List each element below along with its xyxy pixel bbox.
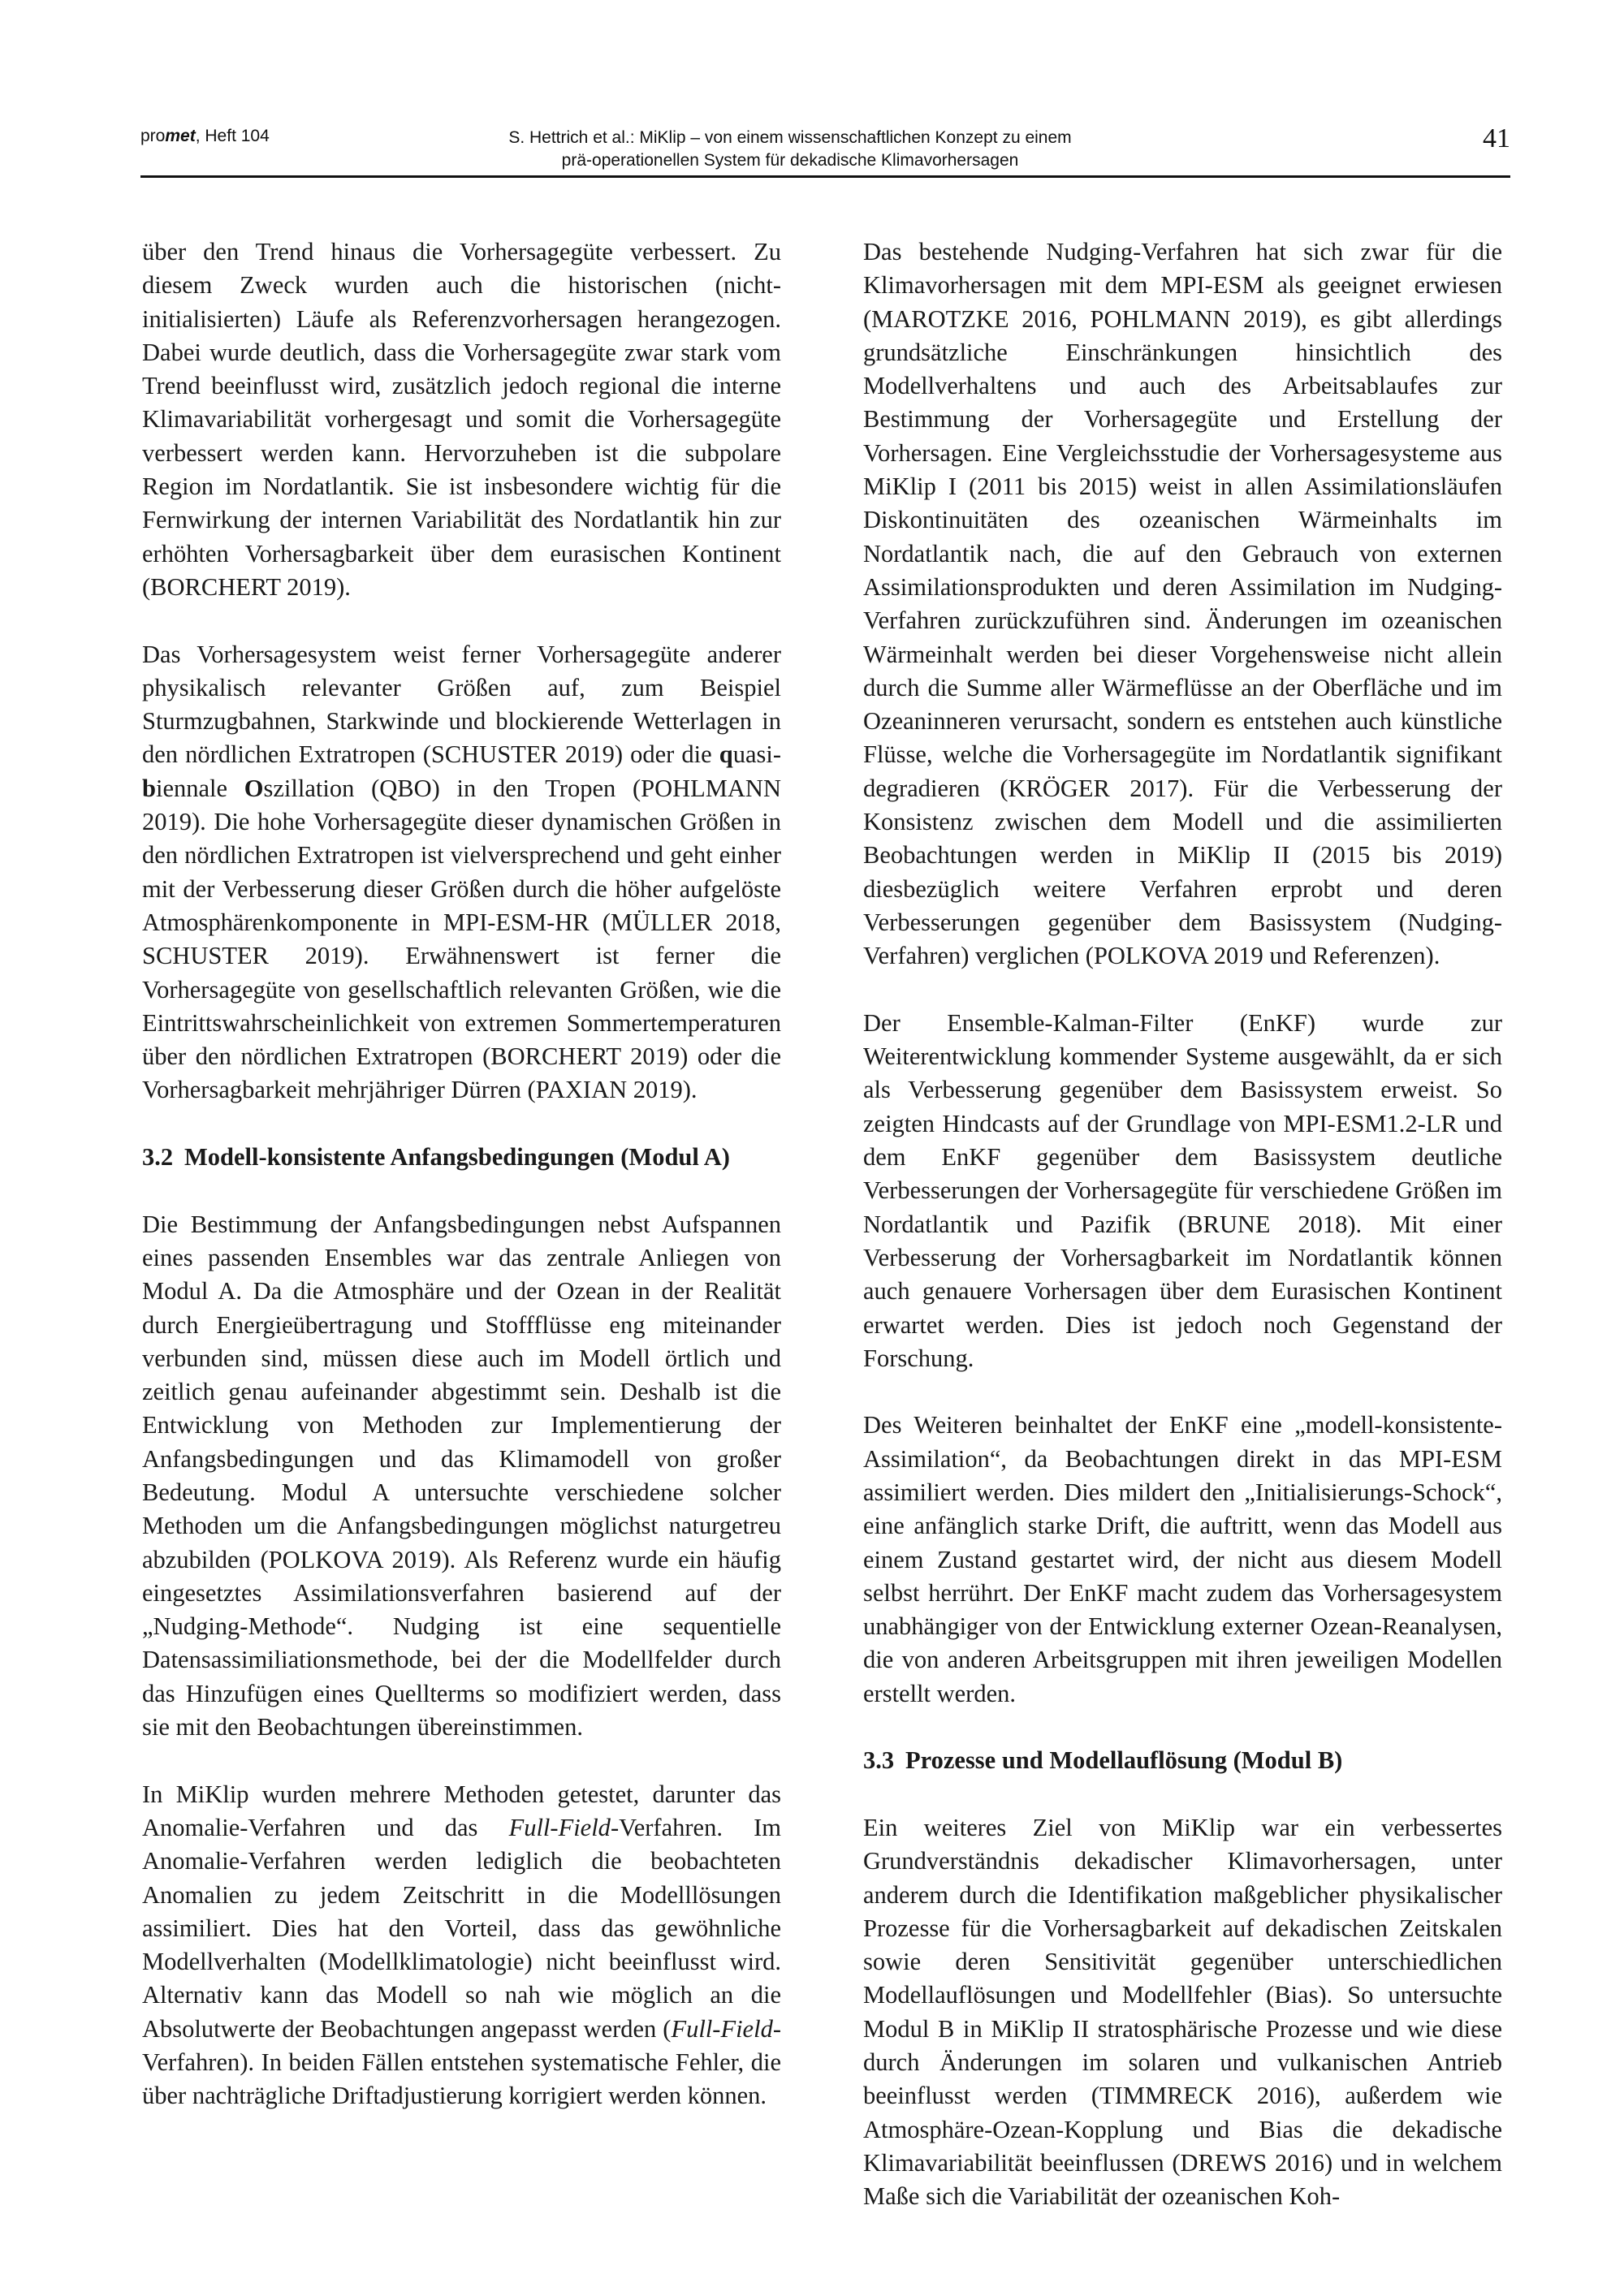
paragraph-assimilation: Des Weiteren beinhaltet der EnKF eine „modell-konsistente-Assimilation“, da Beobachtungen direkt in das MPI-ESM assimiliert werden. Dies mildert den „Initialisierungs-Schock“, eine anfänglich starke Drift, die auftritt, wenn das Modell aus einem Zustand gestartet wird, der nicht aus diesem Modell selbst herrührt. Der EnKF macht zudem das Vorhersagesystem unabhängiger von der Entwicklung externer Ozean-Reanalysen, die von anderen Arbeitsgruppen mit ihren jeweiligen Modellen erstellt werden. xyxy=(863,1411,1502,1707)
paragraph-anfangsbedingungen: Die Bestimmung der Anfangsbedingungen nebst Aufspannen eines passenden Ensembles war das zentrale Anliegen von Modul A. Da die Atmosphäre und der Ozean in der Realität durch Energieübertragung und Stoffflüsse eng miteinander verbunden sind, müssen diese auch im Modell örtlich und zeitlich genau aufeinander abgestimmt sein. Deshalb ist die Entwicklung von Methoden zur Implementierung der Anfangsbedingungen und das Klimamodell von großer Bedeutung. Modul A untersuchte verschiedene solcher Methoden um die Anfangsbedingungen möglichst naturgetreu abzubilden (POLKOVA 2019). Als Referenz wurde ein häufig eingesetztes Assimilationsverfahren basierend auf der „Nudging-Methode“. Nudging ist eine sequentielle Datensassimiliationsmethode, bei der die Modellfelder durch das Hinzufügen eines Quellterms so modifiziert werden, dass sie mit den Beobachtungen übereinstimmen. xyxy=(142,1210,781,1741)
paragraph-enkf: Der Ensemble-Kalman-Filter (EnKF) wurde zur Weiterentwicklung kommender Systeme ausgewählt, da er sich als Verbesserung gegenüber dem Basissystem erweist. So zeigten Hindcasts auf der Grundlage von MPI-ESM1.2-LR und dem EnKF gegenüber dem Basissystem deutliche Verbesserungen der Vorhersagegüte für verschiedene Größen im Nordatlantik und Pazifik (BRUNE 2018). Mit einer Verbesserung der Vorhersagbarkeit im Nordatlantik können auch genauere Vorhersagen über dem Eurasischen Kontinent erwartet werden. Dies ist jedoch noch Gegenstand der Forschung. xyxy=(863,1008,1502,1372)
journal-issue xyxy=(140,127,270,146)
paragraph-prozesse: Ein weiteres Ziel von MiKlip war ein verbessertes Grundverständnis dekadischer Klimavorhersagen, unter anderem durch die Identifikation maßgeblicher physikalischer Prozesse für die Vorhersagbarkeit auf dekadischen Zeitskalen sowie deren Sensitivität gegenüber unterschiedlichen Modellauflösungen und Modellfehler (Bias). So untersuchte Modul B in MiKlip II stratosphärische Prozesse und wie diese durch Änderungen im solaren und vulkanischen Antrieb beeinflusst werden (TIMMRECK 2016), außerdem wie Atmosphäre-Ozean-Kopplung und Bias die dekadische Klimavariabilität beeinflussen (DREWS 2016) und in welchem Maße sich die Variabilität der ozeanischen Koh- xyxy=(863,1813,1502,2211)
text-run: -Verfahren). In beiden Fällen entstehen systematische Fehler, die über nachträgliche Driftadjustierung korrigiert werden können. xyxy=(142,2014,781,2110)
italic-term: Full-Field xyxy=(671,2014,773,2043)
page-number: 41 xyxy=(1483,123,1510,153)
section-number: 3.3 xyxy=(863,1746,895,1775)
text-run: -Verfahren. Im Anomalie-Verfahren werden lediglich die beobachteten Anomalien zu jedem Zeitschritt in die Modelllösungen assimiliert. Dies hat den Vorteil, dass das gewöhnliche Modellverhalten (Modellklimatologie) nicht beeinflusst wird. Alternativ kann das Modell so nah wie möglich an die Absolutwerte der Beobachtungen angepasst werden ( xyxy=(142,1813,781,2043)
paragraph-vorhersagesystem xyxy=(142,638,781,1107)
paragraph-nudging: Das bestehende Nudging-Verfahren hat sich zwar für die Klimavorhersagen mit dem MPI-ESM als geeignet erwiesen (MAROTZKE 2016, POHLMANN 2019), es gibt allerdings grundsätzliche Einschränkungen hinsichtlich des Modellverhaltens und auch des Arbeitsablaufes zur Bestimmung der Vorhersagegüte und Erstellung der Vorhersagen. Eine Vergleichsstudie der Vorhersagesysteme aus MiKlip I (2011 bis 2015) weist in allen Assimilationsläufen Diskontinuitäten des ozeanischen Wärmeinhalts im Nordatlantik nach, die auf den Gebrauch von externen Assimilationsprodukten und deren Assimilation im Nudging-Verfahren zurückzuführen sind. Änderungen im ozeanischen Wärmeinhalt werden bei dieser Vorgehensweise nicht allein durch die Summe aller Wärmeflüsse an der Oberfläche und im Ozeaninneren verursacht, sondern es entstehen auch künstliche Flüsse, welche die Vorhersagegüte im Nordatlantik signifikant degradieren (KRÖGER 2017). Für die Verbesserung der Konsistenz zwischen dem Modell und die assimilierten Beobachtungen werden in MiKlip II (2015 bis 2019) diesbezüglich weitere Verfahren erprobt und deren Verbesserungen gegenüber dem Basissystem (Nudging-Verfahren) verglichen (POLKOVA 2019 und Referenzen). xyxy=(863,238,1502,970)
running-header xyxy=(140,123,1510,172)
paragraph-methoden xyxy=(142,1778,781,2113)
running-title-line-2: prä-operationellen System für dekadische Klimavorhersagen xyxy=(561,151,1019,170)
section-title: Modell-konsistente Anfangsbedingungen (Modul A) xyxy=(184,1143,730,1172)
section-heading-3-3 xyxy=(863,1744,1502,1777)
header-rule xyxy=(140,175,1510,178)
text-run: uasi- xyxy=(732,740,781,769)
journal-issue-number: , Heft 104 xyxy=(195,127,270,145)
emphasis-o: O xyxy=(244,774,264,802)
italic-term: Full-Field xyxy=(508,1813,611,1841)
text-run: Das Vorhersagesystem weist ferner Vorhersagegüte anderer physikalisch relevanter Größen auf, zum Beispiel Sturmzugbahnen, Starkwinde und blockierende Wetterlagen in den nördlichen Extratropen (SCHUSTER 2019) oder die xyxy=(142,640,781,769)
section-number: 3.2 xyxy=(142,1143,174,1172)
text-run: iennale xyxy=(155,774,244,802)
running-title-line-1: S. Hettrich et al.: MiKlip – von einem wissenschaftlichen Konzept zu einem xyxy=(508,128,1072,147)
section-heading-3-2 xyxy=(142,1141,781,1174)
paragraph-trend: über den Trend hinaus die Vorhersagegüte verbessert. Zu diesem Zweck wurden auch die historischen (nicht-initialisierten) Läufe als Referenzvorhersagen herangezogen. Dabei wurde deutlich, dass die Vorhersagegüte zwar stark vom Trend beeinflusst wird, zusätzlich jedoch regional die interne Klimavariabilität vorhergesagt und somit die Vorhersagegüte verbessert werden kann. Hervorzuheben ist die subpolare Region im Nordatlantik. Sie ist insbesondere wichtig für die Fernwirkung der internen Variabilität des Nordatlantik hin zur erhöhten Vorhersagbarkeit über dem eurasischen Kontinent (BORCHERT 2019). xyxy=(142,238,781,601)
section-title: Prozesse und Modellauflösung (Modul B) xyxy=(905,1746,1343,1775)
journal-brand: met xyxy=(165,127,196,145)
emphasis-b: b xyxy=(142,774,156,802)
emphasis-q: q xyxy=(719,740,733,769)
running-title xyxy=(506,127,1074,172)
right-column xyxy=(863,235,1502,2214)
journal-prefix: pro xyxy=(140,127,166,145)
left-column xyxy=(142,235,781,2113)
text-run: szillation (QBO) in den Tropen (POHLMANN 2019). Die hohe Vorhersagegüte dieser dynamischen Größen in den nördlichen Extratropen ist vielversprechend und geht einher mit der Verbesserung dieser Größen durch die höher aufgelöste Atmosphärenkomponente in MPI-ESM-HR (MÜLLER 2018, SCHUSTER 2019). Erwähnenswert ist ferner die Vorhersagegüte von gesellschaftlich relevanten Größen, wie die Eintrittswahrscheinlichkeit von extremen Sommertemperaturen über den nördlichen Extratropen (BORCHERT 2019) oder die Vorhersagbarkeit mehrjähriger Dürren (PAXIAN 2019). xyxy=(142,774,781,1104)
text-run: In MiKlip wurden mehrere Methoden getestet, darunter das Anomalie-Verfahren und das xyxy=(142,1780,781,1841)
